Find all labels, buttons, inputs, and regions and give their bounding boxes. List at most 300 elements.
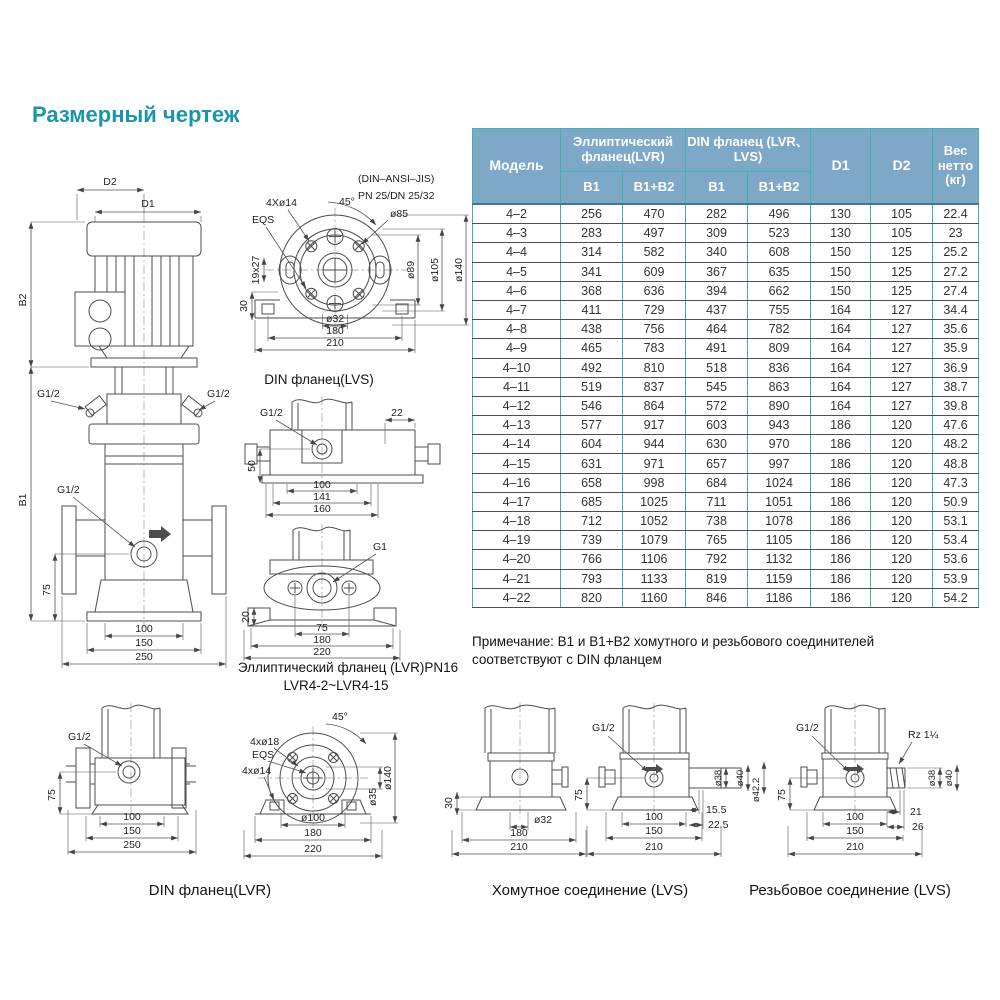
dim-label: ø89 — [405, 260, 417, 280]
dim-label: 100 — [645, 811, 663, 823]
table-row — [473, 358, 979, 377]
table-cell: 464 — [686, 320, 748, 339]
caption-clamp: Хомутное соединение (LVS) — [491, 882, 689, 899]
table-cell: 120 — [871, 550, 933, 569]
table-cell: 34.4 — [933, 300, 979, 319]
table-cell: 411 — [561, 300, 623, 319]
table-cell: 546 — [561, 396, 623, 415]
dim-label: 75 — [573, 789, 585, 801]
table-cell: 125 — [871, 243, 933, 262]
table-cell: 793 — [561, 569, 623, 588]
elliptical-dimensions — [240, 541, 400, 661]
table-cell: 48.8 — [933, 454, 979, 473]
elliptical-flange-drawing — [237, 520, 470, 695]
table-cell: 519 — [561, 377, 623, 396]
table-cell: 368 — [561, 281, 623, 300]
dim-label: 100 — [123, 811, 141, 823]
table-cell: 283 — [561, 224, 623, 243]
table-cell: 127 — [871, 396, 933, 415]
dim-label: 30 — [443, 797, 455, 809]
table-cell: 1106 — [623, 550, 686, 569]
spec-table — [472, 128, 979, 608]
dim-label: 100 — [846, 811, 864, 823]
table-cell: 394 — [686, 281, 748, 300]
table-cell: 738 — [686, 512, 748, 531]
table-row — [473, 243, 979, 262]
din-lvr-side-drawing — [30, 700, 250, 910]
dim-label: 45° — [332, 711, 348, 723]
dim-label: 30 — [238, 300, 250, 312]
flow-arrow-icon — [149, 526, 171, 542]
dim-label: 22 — [391, 407, 403, 419]
dim-label: ø32 — [533, 814, 553, 826]
dim-label: 220 — [304, 843, 322, 855]
table-cell: 890 — [748, 396, 811, 415]
table-row — [473, 320, 979, 339]
clamp-lvs-outline — [476, 705, 741, 810]
standard-label: (DIN–ANSI–JIS) — [358, 173, 435, 185]
dim-label: D2 — [103, 176, 117, 188]
dim-label: 250 — [135, 651, 153, 663]
table-cell: 164 — [811, 300, 871, 319]
table-cell: 50.9 — [933, 492, 979, 511]
table-cell: 518 — [686, 358, 748, 377]
dim-label: 220 — [313, 646, 331, 658]
table-cell: 577 — [561, 416, 623, 435]
flange-top-dimensions — [238, 173, 469, 353]
table-cell: 437 — [686, 300, 748, 319]
table-cell: 150 — [811, 243, 871, 262]
table-cell: 105 — [871, 204, 933, 224]
col-header-model: Модель — [473, 129, 561, 205]
table-cell: 756 — [623, 320, 686, 339]
table-cell: 4–6 — [473, 281, 561, 300]
table-cell: 282 — [686, 204, 748, 224]
col-header-din: DIN фланец (LVR、 LVS) — [686, 129, 811, 172]
dim-label: 250 — [123, 839, 141, 851]
table-cell: 766 — [561, 550, 623, 569]
dim-label: B1 — [17, 493, 29, 507]
table-cell: 120 — [871, 454, 933, 473]
table-row — [473, 531, 979, 550]
table-cell: 630 — [686, 435, 748, 454]
table-cell: 465 — [561, 339, 623, 358]
table-cell: 127 — [871, 339, 933, 358]
table-cell: 604 — [561, 435, 623, 454]
page-title: Размерный чертеж — [32, 102, 240, 127]
table-cell: 729 — [623, 300, 686, 319]
dim-label: 75 — [776, 789, 788, 801]
table-cell: 1024 — [748, 473, 811, 492]
table-cell: 125 — [871, 281, 933, 300]
table-cell: 120 — [871, 569, 933, 588]
table-cell: 53.6 — [933, 550, 979, 569]
din-lvr-bottom-drawing — [240, 700, 440, 875]
table-cell: 711 — [686, 492, 748, 511]
table-cell: 53.1 — [933, 512, 979, 531]
table-cell: 39.8 — [933, 396, 979, 415]
table-cell: 47.3 — [933, 473, 979, 492]
table-cell: 120 — [871, 492, 933, 511]
table-cell: 4–14 — [473, 435, 561, 454]
caption-elliptical-line1: Эллиптический фланец (LVR)PN16 — [237, 660, 459, 675]
table-cell: 1025 — [623, 492, 686, 511]
table-row — [473, 300, 979, 319]
dim-label: 100 — [313, 479, 331, 491]
col-header-elliptical: Эллиптический фланец(LVR) — [561, 129, 686, 172]
table-cell: 820 — [561, 588, 623, 607]
pn-label: PN 25/DN 25/32 — [358, 190, 435, 202]
table-row — [473, 377, 979, 396]
table-cell: 4–19 — [473, 531, 561, 550]
table-cell: 164 — [811, 396, 871, 415]
table-cell: 943 — [748, 416, 811, 435]
clamp-detail-drawing — [240, 392, 470, 527]
table-cell: 186 — [811, 569, 871, 588]
table-cell: 4–4 — [473, 243, 561, 262]
table-cell: 4–13 — [473, 416, 561, 435]
table-cell: 755 — [748, 300, 811, 319]
table-cell: 438 — [561, 320, 623, 339]
table-cell: 1052 — [623, 512, 686, 531]
table-cell: 35.6 — [933, 320, 979, 339]
dim-label: 210 — [645, 841, 663, 853]
table-row — [473, 339, 979, 358]
dim-label: ø105 — [429, 258, 441, 282]
dim-label: 210 — [510, 841, 528, 853]
table-cell: 367 — [686, 262, 748, 281]
dim-label: 4xø14 — [242, 765, 272, 777]
table-cell: 712 — [561, 512, 623, 531]
dim-label: G1/2 — [260, 407, 283, 419]
note-line1: Примечание: B1 и B1+B2 хомутного и резьбового соединителей — [472, 634, 875, 649]
dim-label: 150 — [846, 825, 864, 837]
dim-label: 50 — [246, 460, 258, 472]
table-cell: 120 — [871, 531, 933, 550]
table-cell: 608 — [748, 243, 811, 262]
table-cell: 636 — [623, 281, 686, 300]
table-cell: 27.2 — [933, 262, 979, 281]
col-header-b1-din: B1 — [686, 172, 748, 205]
table-cell: 1132 — [748, 550, 811, 569]
table-cell: 164 — [811, 358, 871, 377]
table-cell: 635 — [748, 262, 811, 281]
col-header-d1: D1 — [811, 129, 871, 205]
dim-label: 75 — [46, 789, 58, 801]
table-cell: 572 — [686, 396, 748, 415]
table-cell: 523 — [748, 224, 811, 243]
table-cell: 47.6 — [933, 416, 979, 435]
table-cell: 1186 — [748, 588, 811, 607]
table-cell: 125 — [871, 262, 933, 281]
table-cell: 4–21 — [473, 569, 561, 588]
table-cell: 1160 — [623, 588, 686, 607]
table-cell: 917 — [623, 416, 686, 435]
table-cell: 120 — [871, 435, 933, 454]
col-header-b1-lvr: B1 — [561, 172, 623, 205]
table-cell: 4–10 — [473, 358, 561, 377]
table-cell: 836 — [748, 358, 811, 377]
dim-label: 75 — [41, 584, 53, 596]
dim-label: 26 — [912, 821, 924, 833]
dim-label: 22.5 — [708, 819, 729, 831]
table-row — [473, 588, 979, 607]
col-header-b1b2-din: B1+B2 — [748, 172, 811, 205]
table-cell: 186 — [811, 588, 871, 607]
table-row — [473, 473, 979, 492]
table-cell: 314 — [561, 243, 623, 262]
table-cell: 130 — [811, 204, 871, 224]
table-cell: 4–17 — [473, 492, 561, 511]
dim-label: 210 — [326, 337, 344, 349]
table-cell: 53.9 — [933, 569, 979, 588]
dim-label: 160 — [313, 503, 331, 515]
dim-label: G1/2 — [57, 484, 80, 496]
table-cell: 4–2 — [473, 204, 561, 224]
table-cell: 662 — [748, 281, 811, 300]
table-cell: 684 — [686, 473, 748, 492]
table-cell: 739 — [561, 531, 623, 550]
table-cell: 105 — [871, 224, 933, 243]
table-row — [473, 435, 979, 454]
table-cell: 127 — [871, 320, 933, 339]
table-cell: 837 — [623, 377, 686, 396]
flow-arrow-icon — [646, 764, 663, 774]
dim-label: G1 — [373, 541, 388, 553]
dim-label: ø42.2 — [751, 777, 762, 803]
table-note — [472, 633, 978, 669]
dim-label: 150 — [123, 825, 141, 837]
table-cell: 497 — [623, 224, 686, 243]
table-cell: 970 — [748, 435, 811, 454]
flow-arrow-icon — [847, 764, 864, 774]
dim-label: ø85 — [390, 208, 409, 220]
table-cell: 4–5 — [473, 262, 561, 281]
table-cell: 186 — [811, 550, 871, 569]
table-row — [473, 550, 979, 569]
dim-label: 180 — [326, 325, 344, 337]
table-row — [473, 224, 979, 243]
dim-label: ø38 — [713, 769, 724, 787]
table-cell: 4–22 — [473, 588, 561, 607]
dim-label: 75 — [316, 622, 328, 634]
table-cell: 863 — [748, 377, 811, 396]
table-cell: 470 — [623, 204, 686, 224]
table-cell: 48.2 — [933, 435, 979, 454]
table-cell: 23 — [933, 224, 979, 243]
table-cell: 127 — [871, 300, 933, 319]
table-cell: 998 — [623, 473, 686, 492]
dim-label: 180 — [304, 827, 322, 839]
table-cell: 186 — [811, 435, 871, 454]
table-cell: 25.2 — [933, 243, 979, 262]
dim-label: B2 — [17, 293, 29, 307]
table-cell: 4–20 — [473, 550, 561, 569]
table-cell: 819 — [686, 569, 748, 588]
table-cell: 309 — [686, 224, 748, 243]
table-cell: 4–3 — [473, 224, 561, 243]
table-cell: 35.9 — [933, 339, 979, 358]
table-cell: 36.9 — [933, 358, 979, 377]
table-cell: 1133 — [623, 569, 686, 588]
table-cell: 164 — [811, 320, 871, 339]
table-cell: 186 — [811, 473, 871, 492]
table-cell: 164 — [811, 377, 871, 396]
table-cell: 150 — [811, 262, 871, 281]
dim-label: 45° — [339, 196, 355, 208]
table-cell: 186 — [811, 454, 871, 473]
table-cell: 846 — [686, 588, 748, 607]
table-cell: 341 — [561, 262, 623, 281]
table-row — [473, 416, 979, 435]
table-cell: 864 — [623, 396, 686, 415]
table-cell: 53.4 — [933, 531, 979, 550]
table-cell: 657 — [686, 454, 748, 473]
table-cell: 582 — [623, 243, 686, 262]
note-line2: соответствуют с DIN фланцем — [472, 651, 662, 667]
dim-label: Rz 1¼ — [908, 729, 939, 741]
table-cell: 4–18 — [473, 512, 561, 531]
table-cell: 1159 — [748, 569, 811, 588]
dim-label: G1/2 — [68, 731, 91, 743]
dim-label: 180 — [510, 827, 528, 839]
dim-label: 141 — [313, 491, 331, 503]
table-row — [473, 204, 979, 224]
dim-label: 150 — [135, 637, 153, 649]
dim-label: 100 — [135, 623, 153, 635]
dim-label: ø140 — [382, 766, 394, 790]
table-cell: 340 — [686, 243, 748, 262]
dim-label: ø38 — [927, 769, 938, 787]
dim-label: EQS — [252, 214, 275, 226]
flange-top-outline — [255, 215, 415, 325]
table-cell: 127 — [871, 358, 933, 377]
table-row — [473, 512, 979, 531]
caption-elliptical-line2: LVR4-2~LVR4-15 — [283, 678, 389, 693]
table-cell: 765 — [686, 531, 748, 550]
table-cell: 496 — [748, 204, 811, 224]
table-cell: 4–11 — [473, 377, 561, 396]
table-cell: 1051 — [748, 492, 811, 511]
table-cell: 491 — [686, 339, 748, 358]
table-cell: 130 — [811, 224, 871, 243]
dim-label: G1/2 — [592, 722, 615, 734]
table-cell: 27.4 — [933, 281, 979, 300]
table-cell: 609 — [623, 262, 686, 281]
table-cell: 4–16 — [473, 473, 561, 492]
table-cell: 492 — [561, 358, 623, 377]
table-cell: 685 — [561, 492, 623, 511]
table-cell: 4–9 — [473, 339, 561, 358]
spec-table-body — [473, 204, 979, 607]
table-cell: 120 — [871, 473, 933, 492]
col-header-d2: D2 — [871, 129, 933, 205]
table-cell: 150 — [811, 281, 871, 300]
table-cell: 4–15 — [473, 454, 561, 473]
table-cell: 1078 — [748, 512, 811, 531]
table-cell: 1105 — [748, 531, 811, 550]
dim-label: G1/2 — [207, 388, 230, 400]
table-row — [473, 281, 979, 300]
table-cell: 186 — [811, 512, 871, 531]
table-cell: 792 — [686, 550, 748, 569]
dim-label: 210 — [846, 841, 864, 853]
thread-lvs-outline — [801, 705, 905, 810]
col-header-b1b2-lvr: B1+B2 — [623, 172, 686, 205]
dim-label: 19x27 — [250, 255, 262, 285]
table-cell: 809 — [748, 339, 811, 358]
table-cell: 603 — [686, 416, 748, 435]
pump-front-drawing — [15, 160, 265, 680]
dim-label: ø140 — [453, 258, 465, 282]
table-row — [473, 492, 979, 511]
caption-din-lvr: DIN фланец(LVR) — [148, 882, 272, 899]
table-cell: 783 — [623, 339, 686, 358]
dim-label: 150 — [645, 825, 663, 837]
table-cell: 54.2 — [933, 588, 979, 607]
table-row — [473, 396, 979, 415]
dim-label: 180 — [313, 634, 331, 646]
table-cell: 186 — [811, 492, 871, 511]
table-cell: 38.7 — [933, 377, 979, 396]
table-cell: 782 — [748, 320, 811, 339]
pump-dimensions — [17, 176, 230, 668]
table-row — [473, 454, 979, 473]
table-cell: 164 — [811, 339, 871, 358]
table-cell: 127 — [871, 377, 933, 396]
table-cell: 120 — [871, 512, 933, 531]
dim-label: ø32 — [325, 313, 345, 325]
dim-label: D1 — [141, 198, 155, 210]
table-cell: 658 — [561, 473, 623, 492]
table-row — [473, 569, 979, 588]
dim-label: ø40 — [735, 769, 746, 787]
table-cell: 4–12 — [473, 396, 561, 415]
table-cell: 4–7 — [473, 300, 561, 319]
table-cell: 944 — [623, 435, 686, 454]
caption-thread: Резьбовое соединение (LVS) — [749, 882, 951, 899]
dim-label: G1/2 — [37, 388, 60, 400]
dim-label: 4Xø14 — [266, 197, 297, 209]
table-cell: 120 — [871, 416, 933, 435]
table-cell: 631 — [561, 454, 623, 473]
dim-label: G1/2 — [796, 722, 819, 734]
table-cell: 997 — [748, 454, 811, 473]
dim-label: ø100 — [301, 812, 325, 824]
dim-label: 4xø18 — [250, 736, 280, 748]
table-cell: 120 — [871, 588, 933, 607]
table-cell: 971 — [623, 454, 686, 473]
dim-label: 21 — [910, 806, 922, 818]
table-cell: 256 — [561, 204, 623, 224]
dim-label: 15.5 — [706, 804, 727, 816]
dim-label: ø40 — [944, 769, 955, 787]
col-header-weight: Вес нетто (кг) — [933, 129, 979, 205]
table-cell: 545 — [686, 377, 748, 396]
dim-label: 20 — [240, 611, 252, 623]
table-cell: 186 — [811, 416, 871, 435]
thread-lvs-drawing — [740, 700, 990, 875]
caption-din-lvs: DIN фланец(LVS) — [264, 372, 374, 387]
table-cell: 4–8 — [473, 320, 561, 339]
table-cell: 1079 — [623, 531, 686, 550]
table-cell: 186 — [811, 531, 871, 550]
table-row — [473, 262, 979, 281]
thread-lvs-dimensions — [776, 722, 957, 857]
clamp-lvs-drawing — [440, 700, 770, 875]
table-cell: 810 — [623, 358, 686, 377]
spec-table-header — [473, 129, 979, 205]
